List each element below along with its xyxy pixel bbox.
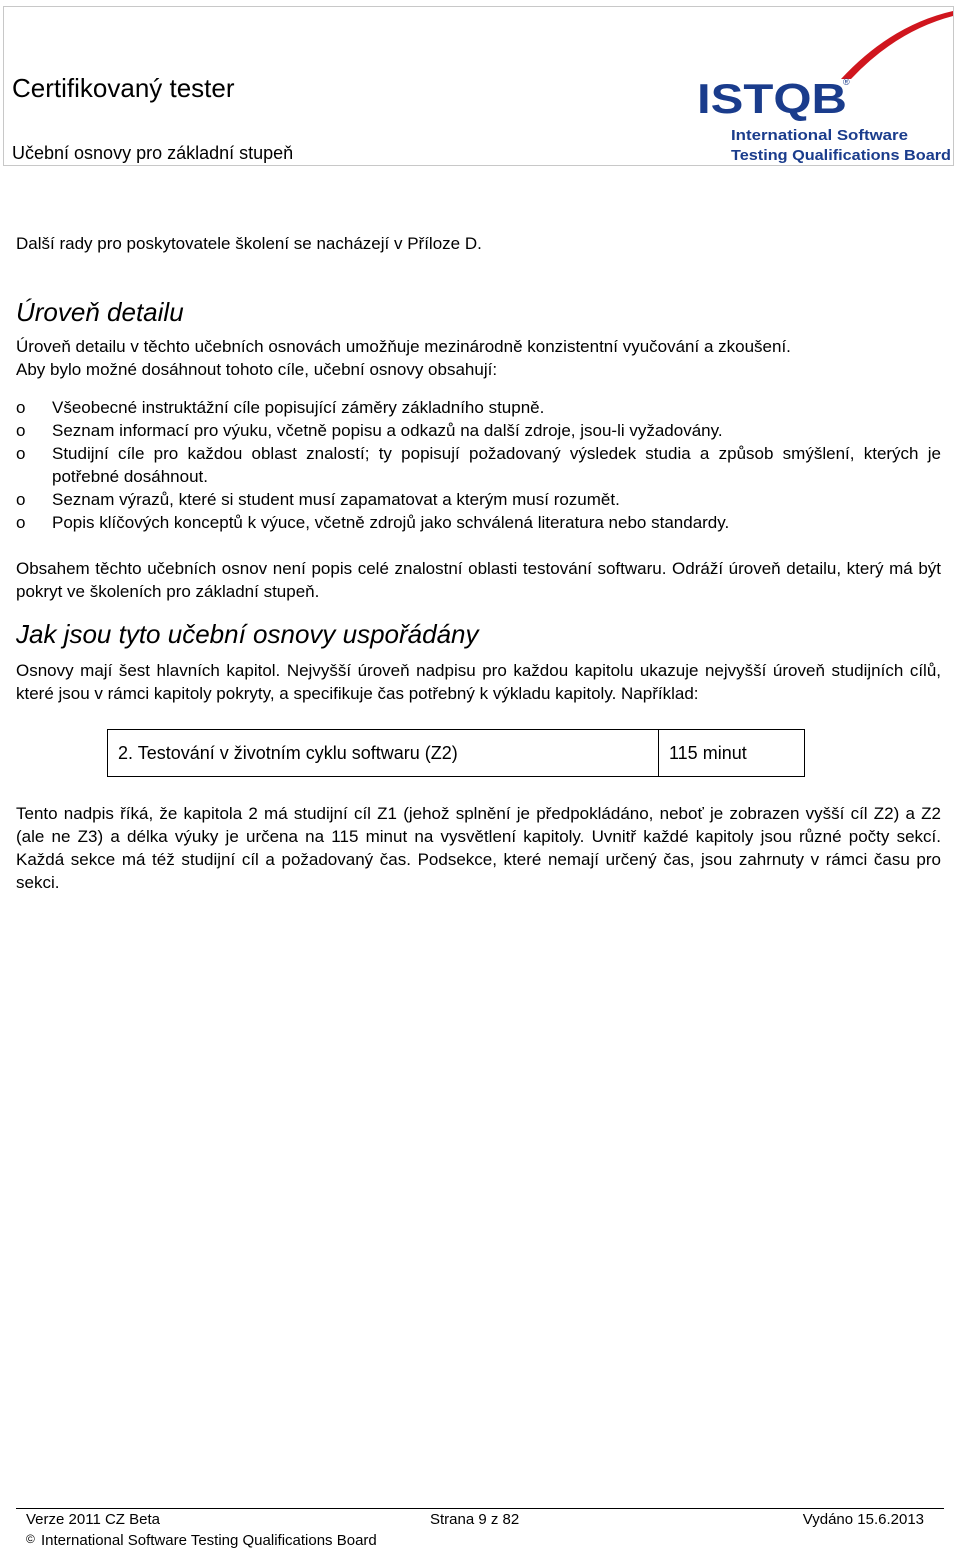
footer-issue-date: Vydáno 15.6.2013 <box>802 1511 924 1528</box>
syllabus-contents-list <box>16 396 941 534</box>
bullet-marker: o <box>16 444 26 463</box>
logo-tagline-1: International Software <box>731 127 908 144</box>
list-item: o Seznam informací pro výuku, včetně popisu a odkazů na další zdroje, jsou-li vyžadovány. <box>16 421 723 440</box>
list-item: o Všeobecné instruktážní cíle popisující záměry základního stupně. <box>16 398 545 417</box>
section-heading-detail-level: Úroveň detailu <box>16 297 184 327</box>
logo-registered-mark: ® <box>843 77 850 87</box>
footer-copyright: International Software Testing Qualifications Board <box>41 1532 377 1549</box>
structure-paragraph-1: Osnovy mají šest hlavních kapitol. Nejvyšší úroveň nadpisu pro každou kapitolu ukazuje nejvyšší úroveň studijních cílů, které jsou v rámci kapitoly pokryty, a specifikuje čas potřebný k výkladu kapitoly. Například: <box>16 661 941 703</box>
chapter-title-cell: 2. Testování v životním cyklu softwaru (Z2) <box>108 730 659 777</box>
bullet-marker: o <box>16 398 26 417</box>
intro-paragraph: Další rady pro poskytovatele školení se nacházejí v Příloze D. <box>16 234 482 253</box>
logo-wordmark: ISTQB <box>697 75 847 122</box>
detail-paragraph-2: Aby bylo možné dosáhnout tohoto cíle, učební osnovy obsahují: <box>16 360 498 379</box>
istqb-logo <box>691 7 953 167</box>
detail-paragraph-1: Úroveň detailu v těchto učebních osnovách umožňuje mezinárodně konzistentní vyučování a zkoušení. <box>16 337 791 356</box>
list-item: o Popis klíčových konceptů k výuce, včetně zdrojů jako schválená literatura nebo standardy. <box>16 513 730 532</box>
structure-paragraph-2: Tento nadpis říká, že kapitola 2 má studijní cíl Z1 (jehož splnění je předpokládáno, neboť je zobrazen vyšší cíl Z2) a Z2 (ale ne Z3) a délka výuky je určena na 115 minut na vysvětlení kapitoly. Uvnitř každé kapitoly jsou různé počty sekcí. Každá sekce má též studijní cíl a požadovaný čas. Podsekce, které nemají určený čas, jsou zahrnuty v rámci času pro sekci. <box>16 804 941 892</box>
list-item: o Studijní cíle pro každou oblast znalostí; ty popisují požadovaný výsledek studia a způsob smýšlení, kterých je potřebné dosáhnout. <box>16 444 941 486</box>
bullet-marker: o <box>16 490 26 509</box>
chapter-time-cell: 115 minut <box>659 730 805 777</box>
page-content <box>16 232 941 894</box>
page-footer <box>16 1508 944 1551</box>
header-subtitle: Učební osnovy pro základní stupeň <box>12 143 294 163</box>
header-title: Certifikovaný tester <box>12 73 235 103</box>
table-row <box>108 730 805 777</box>
footer-page-number: Strana 9 z 82 <box>430 1511 520 1528</box>
logo-swoosh <box>841 11 953 79</box>
footer-version: Verze 2011 CZ Beta <box>26 1511 160 1528</box>
logo-tagline-2: Testing Qualifications Board <box>731 147 951 164</box>
bullet-marker: o <box>16 513 26 532</box>
list-item: o Seznam výrazů, které si student musí zapamatovat a kterým musí rozumět. <box>16 490 620 509</box>
copyright-icon: © <box>26 1532 35 1546</box>
detail-paragraph-3: Obsahem těchto učebních osnov není popis celé znalostní oblasti testování softwaru. Odráží úroveň detailu, který má být pokryt ve školeních pro základní stupeň. <box>16 559 941 601</box>
section-heading-structure: Jak jsou tyto učební osnovy uspořádány <box>16 619 479 649</box>
bullet-marker: o <box>16 421 26 440</box>
page-header <box>3 6 954 166</box>
chapter-example-table <box>107 729 805 777</box>
